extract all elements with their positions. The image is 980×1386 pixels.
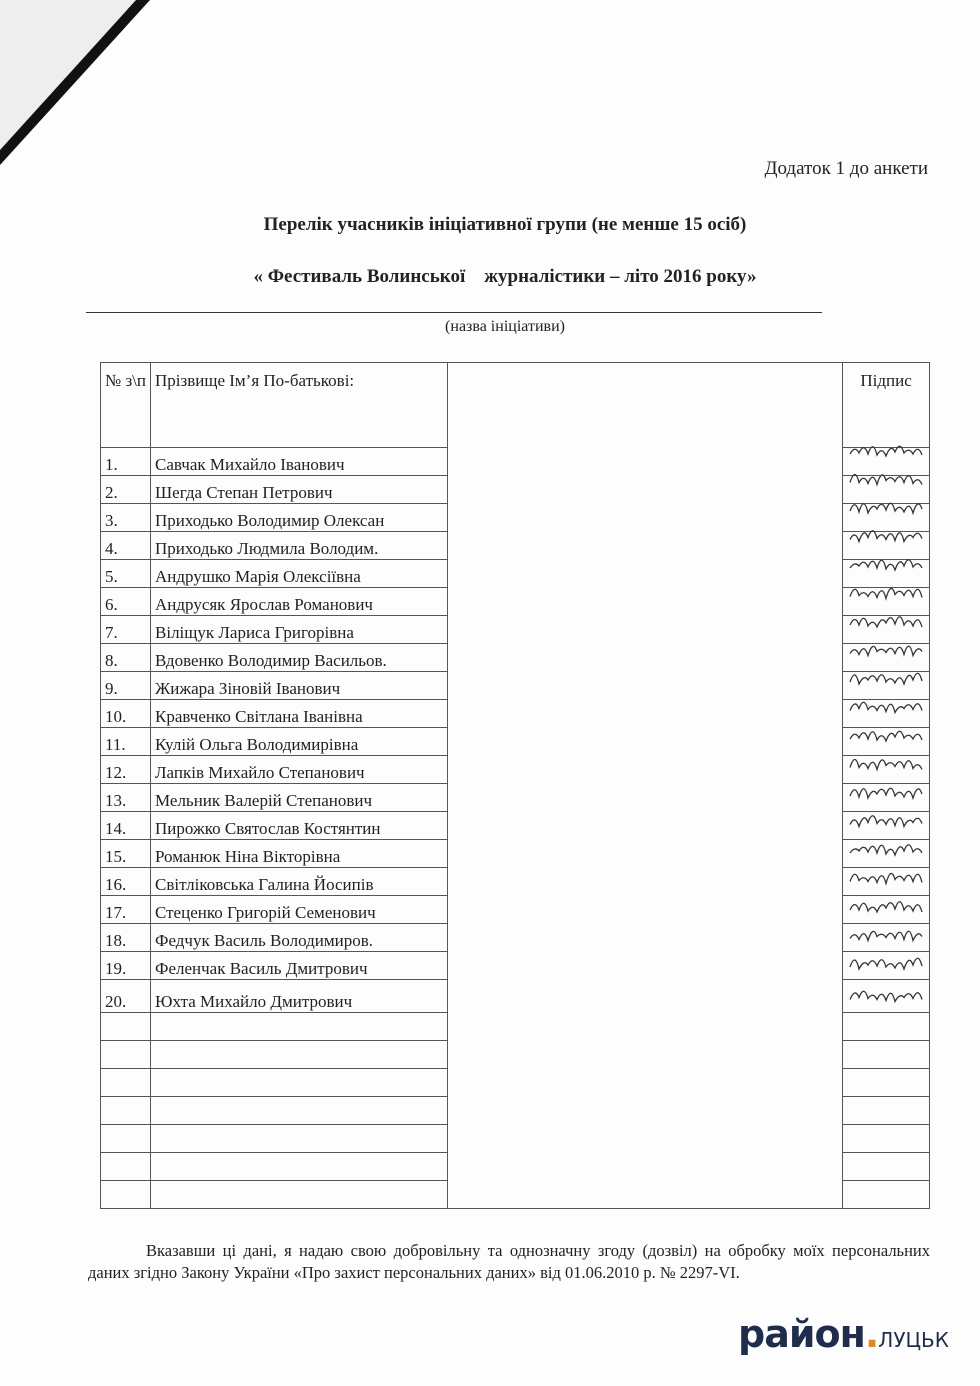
row-name: Шегда Степан Петрович	[151, 476, 448, 504]
row-number: 4.	[101, 532, 151, 560]
document-title: Перелік учасників ініціативної групи (не менше 15 осіб)	[263, 214, 747, 235]
blank-cell	[447, 756, 843, 784]
row-number: 12.	[101, 756, 151, 784]
signature-mark	[850, 475, 922, 485]
row-name: Андрушко Марія Олексіївна	[151, 560, 448, 588]
signature-mark	[850, 760, 922, 770]
row-number	[101, 1097, 151, 1125]
folded-corner-inner	[0, 0, 136, 150]
blank-cell	[447, 896, 843, 924]
table-row	[101, 924, 930, 952]
signature-mark	[850, 991, 922, 1001]
blank-cell	[447, 952, 843, 980]
blank-column	[447, 363, 843, 448]
row-number: 13.	[101, 784, 151, 812]
blank-cell	[447, 560, 843, 588]
blank-cell	[447, 1153, 843, 1181]
logo-dot: .	[864, 1312, 879, 1356]
signature-mark	[850, 902, 922, 912]
table-row	[101, 1097, 930, 1125]
blank-cell	[447, 532, 843, 560]
row-name: Кравченко Світлана Іванівна	[151, 700, 448, 728]
table-row	[101, 588, 930, 616]
blank-cell	[447, 1125, 843, 1153]
row-number: 20.	[101, 980, 151, 1013]
table-row	[101, 756, 930, 784]
signature-mark	[850, 673, 922, 684]
row-name: Віліщук Лариса Григорівна	[151, 616, 448, 644]
signature-mark	[850, 503, 922, 513]
row-number	[101, 1125, 151, 1153]
table-row	[101, 952, 930, 980]
row-name: Юхта Михайло Дмитрович	[151, 980, 448, 1013]
row-number: 15.	[101, 840, 151, 868]
logo-city: ЛУЦЬК	[878, 1328, 949, 1352]
row-name: Стеценко Григорій Семенович	[151, 896, 448, 924]
table-row	[101, 1041, 930, 1069]
signature-mark	[850, 531, 922, 542]
signature-mark	[850, 958, 922, 969]
row-number	[101, 1181, 151, 1209]
signature-mark	[850, 617, 922, 627]
row-number: 17.	[101, 896, 151, 924]
blank-cell	[447, 784, 843, 812]
signature-mark	[850, 560, 922, 570]
table-row	[101, 1181, 930, 1209]
blank-cell	[447, 588, 843, 616]
row-number: 16.	[101, 868, 151, 896]
row-name: Романюк Ніна Вікторівна	[151, 840, 448, 868]
row-name: Кулій Ольга Володимирівна	[151, 728, 448, 756]
signature-mark	[850, 873, 922, 883]
row-name: Савчак Михайло Іванович	[151, 448, 448, 476]
table-row	[101, 644, 930, 672]
row-name: Пирожко Святослав Костянтин	[151, 812, 448, 840]
row-name: Світліковська Галина Йосипів	[151, 868, 448, 896]
table-row	[101, 840, 930, 868]
blank-cell	[447, 840, 843, 868]
consent-text: Вказавши ці дані, я надаю свою добровільну та однозначну згоду (дозвіл) на обробку моїх персональних даних згідно Закону України «Про захист персональних даних» від 01.06.2010 р. № 2297-VI.	[88, 1241, 930, 1282]
underline	[86, 312, 822, 313]
blank-cell	[447, 728, 843, 756]
row-number: 5.	[101, 560, 151, 588]
row-name: Приходько Людмила Володим.	[151, 532, 448, 560]
signature-mark	[850, 702, 922, 712]
blank-cell	[447, 1013, 843, 1041]
blank-cell	[447, 616, 843, 644]
blank-cell	[447, 672, 843, 700]
signature-cell	[843, 1181, 930, 1209]
row-number: 3.	[101, 504, 151, 532]
row-number	[101, 1013, 151, 1041]
table-row	[101, 616, 930, 644]
row-number	[101, 1069, 151, 1097]
row-number: 10.	[101, 700, 151, 728]
table-row	[101, 1125, 930, 1153]
signature-mark	[850, 646, 922, 655]
blank-cell	[447, 980, 843, 1013]
table-row	[101, 784, 930, 812]
table-row	[101, 812, 930, 840]
row-name: Вдовенко Володимир Васильов.	[151, 644, 448, 672]
row-name	[151, 1181, 448, 1209]
initiative-caption: (назва ініціативи)	[445, 318, 565, 335]
row-number	[101, 1041, 151, 1069]
header-num: № з\п	[101, 363, 151, 448]
signature-mark	[850, 845, 922, 855]
row-number: 7.	[101, 616, 151, 644]
signature-cell	[843, 1125, 930, 1153]
blank-cell	[447, 1069, 843, 1097]
logo-main: район	[738, 1312, 865, 1356]
row-number: 2.	[101, 476, 151, 504]
signature-mark	[850, 446, 922, 456]
row-number: 14.	[101, 812, 151, 840]
table-row	[101, 1013, 930, 1041]
signature-mark	[850, 731, 922, 741]
row-number: 19.	[101, 952, 151, 980]
signature-mark	[850, 816, 922, 827]
row-number: 1.	[101, 448, 151, 476]
row-number: 6.	[101, 588, 151, 616]
row-name	[151, 1069, 448, 1097]
row-name	[151, 1097, 448, 1125]
table-row	[101, 980, 930, 1013]
row-name: Федчук Василь Володимиров.	[151, 924, 448, 952]
row-name	[151, 1125, 448, 1153]
rayon-lutsk-logo	[738, 1312, 949, 1356]
signature-mark	[850, 588, 922, 598]
row-name: Приходько Володимир Олексан	[151, 504, 448, 532]
blank-cell	[447, 1181, 843, 1209]
header-signature: Підпис	[843, 363, 930, 448]
row-name: Феленчак Василь Дмитрович	[151, 952, 448, 980]
table-row	[101, 560, 930, 588]
row-name: Жижара Зіновій Іванович	[151, 672, 448, 700]
participants-table	[100, 362, 930, 1209]
row-number: 18.	[101, 924, 151, 952]
blank-cell	[447, 476, 843, 504]
table-row	[101, 532, 930, 560]
table-row	[101, 1069, 930, 1097]
blank-cell	[447, 1041, 843, 1069]
row-name: Андрусяк Ярослав Романович	[151, 588, 448, 616]
table-row	[101, 1153, 930, 1181]
table-row	[101, 868, 930, 896]
signatures	[842, 390, 942, 1030]
table-row	[101, 476, 930, 504]
row-name	[151, 1153, 448, 1181]
blank-cell	[447, 700, 843, 728]
row-name: Лапків Михайло Степанович	[151, 756, 448, 784]
row-number: 8.	[101, 644, 151, 672]
row-name: Мельник Валерій Степанович	[151, 784, 448, 812]
row-number: 9.	[101, 672, 151, 700]
signature-mark	[850, 931, 922, 940]
table-row	[101, 896, 930, 924]
blank-cell	[447, 924, 843, 952]
initiative-name: « Фестиваль Волинської журналістики – літо 2016 року»	[253, 266, 757, 287]
row-number: 11.	[101, 728, 151, 756]
table-row	[101, 448, 930, 476]
addendum-label: Додаток 1 до анкети	[764, 158, 928, 179]
table-row	[101, 728, 930, 756]
signature-mark	[850, 788, 922, 798]
blank-cell	[447, 812, 843, 840]
table-row	[101, 672, 930, 700]
signature-cell	[843, 1041, 930, 1069]
table-row	[101, 504, 930, 532]
blank-cell	[447, 504, 843, 532]
blank-cell	[447, 644, 843, 672]
table-header-row	[101, 363, 930, 448]
signature-cell	[843, 1069, 930, 1097]
table-row	[101, 700, 930, 728]
signature-cell	[843, 1153, 930, 1181]
header-name: Прізвище Ім’я По-батькові:	[151, 363, 448, 448]
row-name	[151, 1013, 448, 1041]
row-name	[151, 1041, 448, 1069]
blank-cell	[447, 448, 843, 476]
row-number	[101, 1153, 151, 1181]
signature-cell	[843, 1097, 930, 1125]
blank-cell	[447, 868, 843, 896]
blank-cell	[447, 1097, 843, 1125]
